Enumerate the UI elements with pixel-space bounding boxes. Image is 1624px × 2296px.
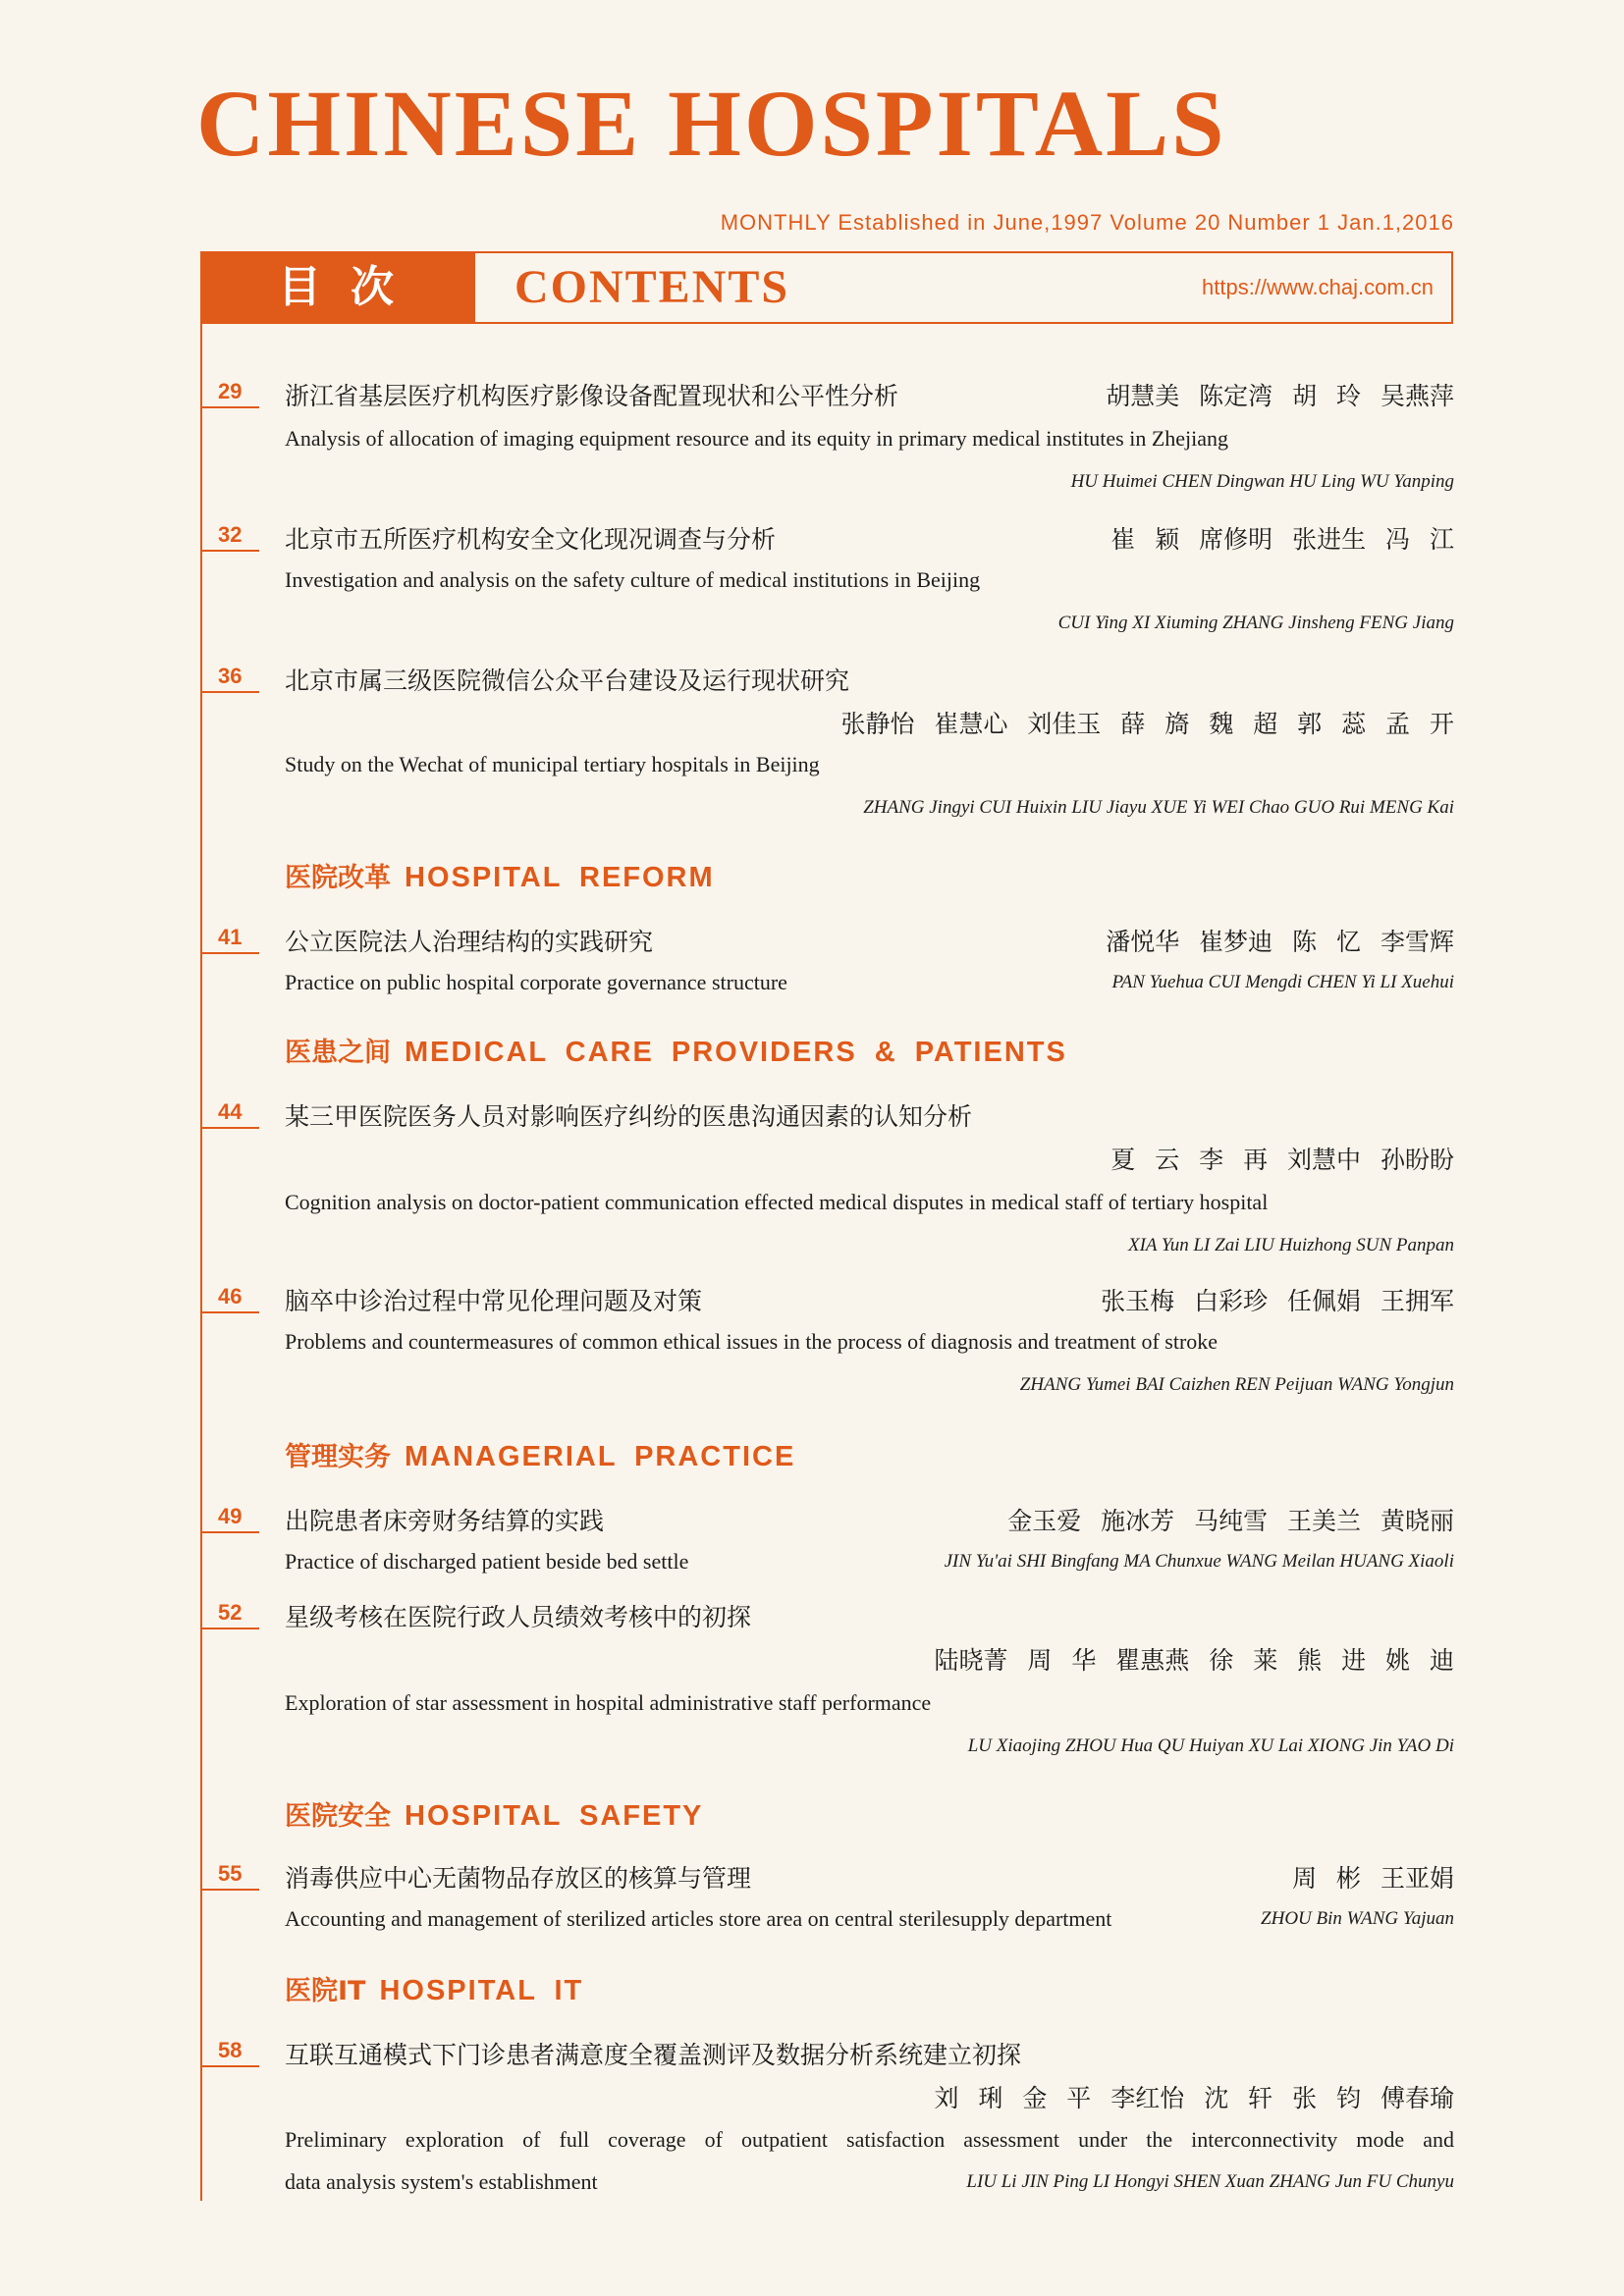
page-number: 55 xyxy=(218,1861,243,1886)
cn-authors: 张静怡 崔慧心 刘佳玉 薛 旖 魏 超 郭 蕊 孟 开 xyxy=(840,710,1454,738)
en-authors: ZHOU Bin WANG Yajuan xyxy=(1261,1908,1454,1929)
page-number: 44 xyxy=(218,1099,243,1124)
en-title: Practice on public hospital corporate governance structure xyxy=(285,970,787,994)
cn-authors: 张玉梅 白彩珍 任佩娟 王拥军 xyxy=(1101,1287,1454,1315)
page-number: 58 xyxy=(218,2038,243,2062)
cn-authors: 崔 颖 席修明 张进生 冯 江 xyxy=(1110,525,1454,554)
section-cn: 医患之间 xyxy=(285,1038,391,1068)
en-title: Practice of discharged patient beside bed settle xyxy=(285,1549,689,1574)
en-authors: CUI Ying XI Xiuming ZHANG Jinsheng FENG Jiang xyxy=(1057,613,1454,633)
en-authors: PAN Yuehua CUI Mengdi CHEN Yi LI Xuehui xyxy=(1111,972,1454,992)
page-number: 29 xyxy=(218,379,243,403)
entry-tick xyxy=(200,2065,259,2067)
en-authors: JIN Yu'ai SHI Bingfang MA Chunxue WANG Meilan HUANG Xiaoli xyxy=(944,1551,1454,1572)
section-cn: 医院改革 xyxy=(285,863,391,893)
journal-url-link[interactable]: https://www.chaj.com.cn xyxy=(1202,275,1434,299)
en-title: Exploration of star assessment in hospital administrative staff performance xyxy=(285,1690,932,1715)
en-authors: ZHANG Yumei BAI Caizhen REN Peijuan WANG Yongjun xyxy=(1019,1374,1454,1395)
en-title-line-2: data analysis system's establishment xyxy=(285,2169,598,2194)
section-heading-hospital-safety xyxy=(285,1794,703,1838)
section-heading-providers-patients xyxy=(285,1031,1067,1074)
cn-authors: 周 彬 王亚娟 xyxy=(1292,1864,1454,1893)
cn-title: 星级考核在医院行政人员绩效考核中的初探 xyxy=(285,1603,752,1631)
section-en: HOSPITAL REFORM xyxy=(405,862,715,893)
section-cn: 医院安全 xyxy=(285,1801,391,1832)
entry-tick xyxy=(200,952,259,954)
page-number: 52 xyxy=(218,1600,243,1625)
page-number: 32 xyxy=(218,522,243,547)
entry-tick xyxy=(200,1311,259,1313)
en-title: Cognition analysis on doctor-patient communication effected medical disputes in medical staff of tertiary hospital xyxy=(285,1190,1269,1214)
section-cn: 管理实务 xyxy=(285,1442,391,1472)
entry-tick xyxy=(200,691,259,693)
page-number: 46 xyxy=(218,1284,243,1308)
section-en: HOSPITAL IT xyxy=(379,1975,584,2006)
entry-tick xyxy=(200,1531,259,1533)
cn-title: 互联互通模式下门诊患者满意度全覆盖测评及数据分析系统建立初探 xyxy=(285,2041,1022,2069)
cn-authors: 金玉爱 施冰芳 马纯雪 王美兰 黄晓丽 xyxy=(1007,1507,1454,1535)
page-number: 49 xyxy=(218,1504,243,1528)
cn-title: 公立医院法人治理结构的实践研究 xyxy=(285,928,654,956)
entry-tick xyxy=(200,406,259,408)
en-title: Investigation and analysis on the safety culture of medical institutions in Beijing xyxy=(285,567,981,592)
cn-authors: 夏 云 李 再 刘慧中 孙盼盼 xyxy=(1110,1146,1454,1174)
cn-title: 脑卒中诊治过程中常见伦理问题及对策 xyxy=(285,1287,703,1315)
entry-tick xyxy=(200,550,259,552)
en-title-line-1: Preliminary exploration of full coverage of outpatient satisfaction assessment under the interconnectivity mode and xyxy=(285,2127,1454,2152)
section-en: HOSPITAL SAFETY xyxy=(405,1800,704,1832)
entry-tick xyxy=(200,1127,259,1129)
cn-title: 出院患者床旁财务结算的实践 xyxy=(285,1507,605,1535)
en-authors: HU Huimei CHEN Dingwan HU Ling WU Yanping xyxy=(1070,471,1454,492)
en-title: Analysis of allocation of imaging equipment resource and its equity in primary medical institutes in Zhejiang xyxy=(285,426,1229,451)
cn-title: 浙江省基层医疗机构医疗影像设备配置现状和公平性分析 xyxy=(285,382,899,410)
cn-authors: 潘悦华 崔梦迪 陈 忆 李雪辉 xyxy=(1106,928,1454,956)
cn-title: 北京市属三级医院微信公众平台建设及运行现状研究 xyxy=(285,667,850,695)
section-heading-managerial-practice xyxy=(285,1435,795,1478)
en-authors: LIU Li JIN Ping LI Hongyi SHEN Xuan ZHANG Jun FU Chunyu xyxy=(966,2171,1454,2192)
en-title: Study on the Wechat of municipal tertiary hospitals in Beijing xyxy=(285,752,820,776)
contents-en-label: CONTENTS xyxy=(514,261,790,313)
cn-title: 北京市五所医疗机构安全文化现况调查与分析 xyxy=(285,525,777,554)
cn-title: 消毒供应中心无菌物品存放区的核算与管理 xyxy=(285,1864,752,1893)
section-heading-hospital-it xyxy=(285,1969,583,2012)
entry-tick xyxy=(200,1628,259,1629)
en-authors: XIA Yun LI Zai LIU Huizhong SUN Panpan xyxy=(1127,1235,1454,1255)
page-number: 36 xyxy=(218,664,243,688)
section-heading-hospital-reform xyxy=(285,856,715,899)
cn-title: 某三甲医院医务人员对影响医疗纠纷的医患沟通因素的认知分析 xyxy=(285,1102,973,1131)
cn-authors: 胡慧美 陈定湾 胡 玲 吴燕萍 xyxy=(1106,382,1454,410)
en-title: Problems and countermeasures of common ethical issues in the process of diagnosis and treatment of stroke xyxy=(285,1329,1218,1354)
cn-authors: 陆晓菁 周 华 瞿惠燕 徐 莱 熊 进 姚 迪 xyxy=(934,1646,1454,1675)
entry-tick xyxy=(200,1889,259,1891)
en-authors: LU Xiaojing ZHOU Hua QU Huiyan XU Lai XIONG Jin YAO Di xyxy=(967,1735,1454,1756)
contents-cn-label: 目次 xyxy=(202,253,475,322)
en-title: Accounting and management of sterilized articles store area on central sterilesupply department xyxy=(285,1906,1112,1931)
section-en: MEDICAL CARE PROVIDERS & PATIENTS xyxy=(405,1037,1067,1068)
journal-title: CHINESE HOSPITALS xyxy=(196,71,1227,176)
journal-meta: MONTHLY Established in June,1997 Volume 20 Number 1 Jan.1,2016 xyxy=(720,210,1454,235)
section-en: MANAGERIAL PRACTICE xyxy=(405,1441,796,1472)
page-number: 41 xyxy=(218,925,243,949)
cn-authors: 刘 琍 金 平 李红怡 沈 轩 张 钧 傅春瑜 xyxy=(934,2084,1454,2112)
section-cn: 医院IT xyxy=(285,1976,366,2006)
en-authors: ZHANG Jingyi CUI Huixin LIU Jiayu XUE Yi WEI Chao GUO Rui MENG Kai xyxy=(863,797,1454,818)
